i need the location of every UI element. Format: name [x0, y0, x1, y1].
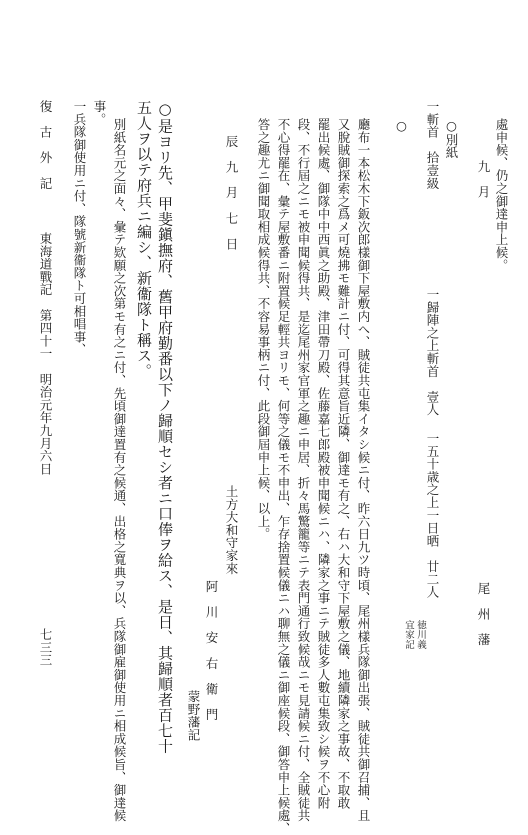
text-column-20: ○是ヨリ先、甲斐鎭撫府、舊甲府勤番以下ノ歸順セシ者ニ口俸ヲ給ス、是日、其歸順者百七十 [156, 100, 174, 754]
text-column-1: 九 月 [476, 160, 491, 199]
text-column-2: 尾 州 藩 [476, 582, 491, 646]
text-column-16: 辰 九 月 七 日 [224, 135, 239, 251]
text-column-14: 不心得罷在、彙テ屋敷番ニ附置候足輕共ヨリモ、何等之儀モ不申出、乍存捨置候儀ニハ聊無之儀ニ御座候段、御答申上候處、 [276, 118, 291, 835]
text-column-27: 七三三 [38, 628, 53, 667]
text-column-23: 事。 [92, 100, 107, 126]
text-column-6: 一五十歳之上一日晒 廿二人 [425, 432, 440, 599]
text-column-26: 東海道戰記 第四十一 明治元年九月六日 [38, 232, 53, 476]
text-column-5: 一歸陣之上斬首 壹人 [425, 288, 440, 416]
text-column-18: 阿 川 安 右 衛 門 [204, 580, 219, 721]
text-column-25: 復 古 外 記 [38, 100, 53, 190]
text-column-13: 段、不行屆之ニモ被申聞候得共、是迄尾州家官軍之趣ニ申居、折々馬驚籠等ニテ表門通行致候哉ニモ見請候ニ付、全賊徒共 [296, 118, 311, 822]
text-column-15: 答之趣尤ニ御聞取相成候得共、不容易事柄ニ付、此段御屆申上候、以上。 [256, 118, 271, 541]
text-column-4: 一斬首 拾壹級 [425, 100, 440, 190]
text-column-22: 別紙名元之面々、彙テ欵願之次第モ有之ニ付、先頃御達置有之候通、出格之寬典ヲ以、兵隊御雇御使用ニ相成候旨、御達候 [112, 118, 127, 822]
text-column-24: 一兵隊御使用ニ付、隊號新衞隊ト可相唱事、 [72, 100, 87, 356]
text-column-12: 罷出候處、御隊中中西眞之助殿、津田帶刀殿、佐藤嘉七郎殿被申聞候ニハ、隣家之事ニテ賊徒多人數屯集致シ候ヲ不心附 [316, 118, 331, 810]
text-column-17: 土方大和守家來 [224, 485, 239, 575]
text-column-8: 宜家記 [403, 620, 414, 650]
text-column-0: 處申候、仍之御達申上候。 [494, 118, 509, 272]
text-column-9: ○ [394, 118, 409, 134]
text-column-7: 徳川義 [415, 620, 426, 650]
text-column-10: 廳布一本松木下鈑次郎樣御下屋敷内へ、賊徒共屯集イタシ候ニ付、昨六日九ツ時頃、尾州樣兵隊御出張、賊徒共御召捕、且 [356, 118, 371, 822]
text-column-11: 又脫賊御探索之爲メ可燒拂モ難計ニ付、可得其意旨近隣、御達モ有之、右ハ大和守下屋敷之儀、地續隣家之事故、不取敢 [336, 118, 351, 810]
text-column-3: ○別紙 [444, 118, 459, 159]
text-column-21: 五人ヲ以テ府兵ニ編シ、新衞隊ト稱ス。 [135, 100, 153, 379]
text-column-19: 蒙野藩記 [186, 690, 201, 742]
